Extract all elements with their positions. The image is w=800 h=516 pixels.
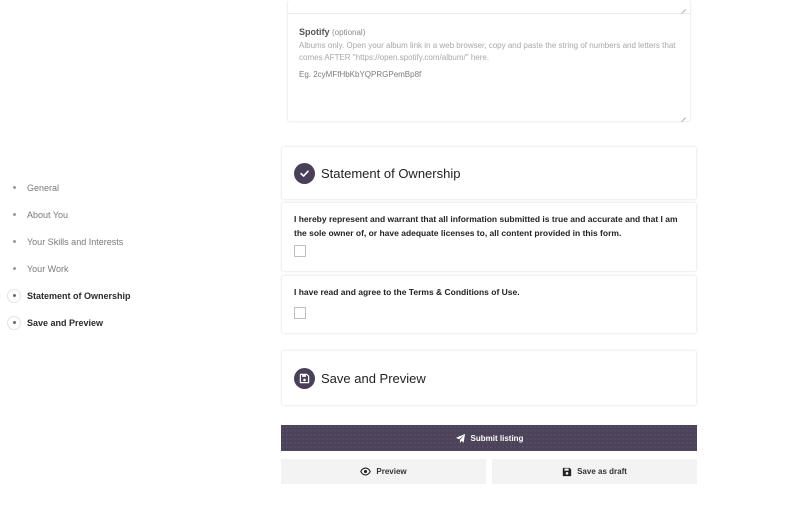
- nav-item-statement-of-ownership[interactable]: [0, 282, 200, 309]
- nav-item-about-you[interactable]: [0, 201, 200, 228]
- paper-plane-icon: [455, 433, 466, 444]
- nav-item-label: About You: [27, 209, 69, 220]
- save-as-draft-button[interactable]: [492, 459, 697, 484]
- terms-checkbox[interactable]: [294, 307, 306, 319]
- preview-button[interactable]: [281, 459, 486, 484]
- spotify-label: [299, 27, 365, 37]
- ownership-checkbox[interactable]: [294, 245, 306, 257]
- spotify-field-card: [287, 0, 691, 122]
- ownership-statement-text: I hereby represent and warrant that all information submitted is true and accurate and that I am the sole owner of, or have adequate licenses to, all content provided in this form.: [294, 214, 678, 238]
- nav-item-label: General: [27, 182, 60, 193]
- floppy-disk-icon: [294, 368, 315, 389]
- nav-bullet: [7, 262, 21, 276]
- save-as-draft-label: Save as draft: [577, 467, 627, 476]
- ownership-statement-row: [281, 202, 697, 272]
- terms-agreement-row: [281, 275, 697, 334]
- spotify-label-text: Spotify: [299, 27, 330, 37]
- optional-tag: (optional): [332, 28, 366, 37]
- ownership-section-header: [281, 146, 697, 200]
- save-preview-section-title: Save and Preview: [321, 370, 426, 386]
- nav-item-label: Statement of Ownership: [27, 290, 131, 301]
- nav-item-label: Your Skills and Interests: [27, 236, 124, 247]
- nav-bullet: [7, 181, 21, 195]
- nav-bullet: [7, 208, 21, 222]
- nav-bullet: [7, 289, 21, 303]
- submit-listing-label: Submit listing: [470, 433, 524, 443]
- nav-item-save-and-preview[interactable]: [0, 309, 200, 336]
- terms-agreement-text: I have read and agree to the Terms & Conditions of Use.: [294, 287, 520, 297]
- submit-listing-button[interactable]: [281, 425, 697, 451]
- ownership-section-title: Statement of Ownership: [321, 165, 461, 181]
- preview-label: Preview: [376, 467, 407, 476]
- previous-textarea[interactable]: [288, 0, 690, 14]
- check-circle-icon: [294, 163, 315, 184]
- nav-item-label: Your Work: [27, 263, 69, 274]
- save-preview-section-header: [281, 350, 697, 406]
- resize-handle[interactable]: [680, 4, 686, 10]
- floppy-disk-icon: [562, 467, 572, 477]
- nav-item-your-work[interactable]: [0, 255, 200, 282]
- nav-item-general[interactable]: [0, 174, 200, 201]
- nav-item-label: Save and Preview: [27, 317, 104, 328]
- spotify-album-input[interactable]: [299, 70, 681, 118]
- nav-item-skills-interests[interactable]: [0, 228, 200, 255]
- nav-bullet: [7, 316, 21, 330]
- form-sections-nav: [0, 174, 200, 336]
- nav-bullet: [7, 235, 21, 249]
- resize-handle[interactable]: [680, 112, 686, 118]
- eye-icon: [360, 467, 371, 476]
- spotify-help-text: Albums only. Open your album link in a web browser, copy and paste the string of numbers and letters that comes AFTER "https://open.spotify.com/album/" here.: [299, 41, 676, 62]
